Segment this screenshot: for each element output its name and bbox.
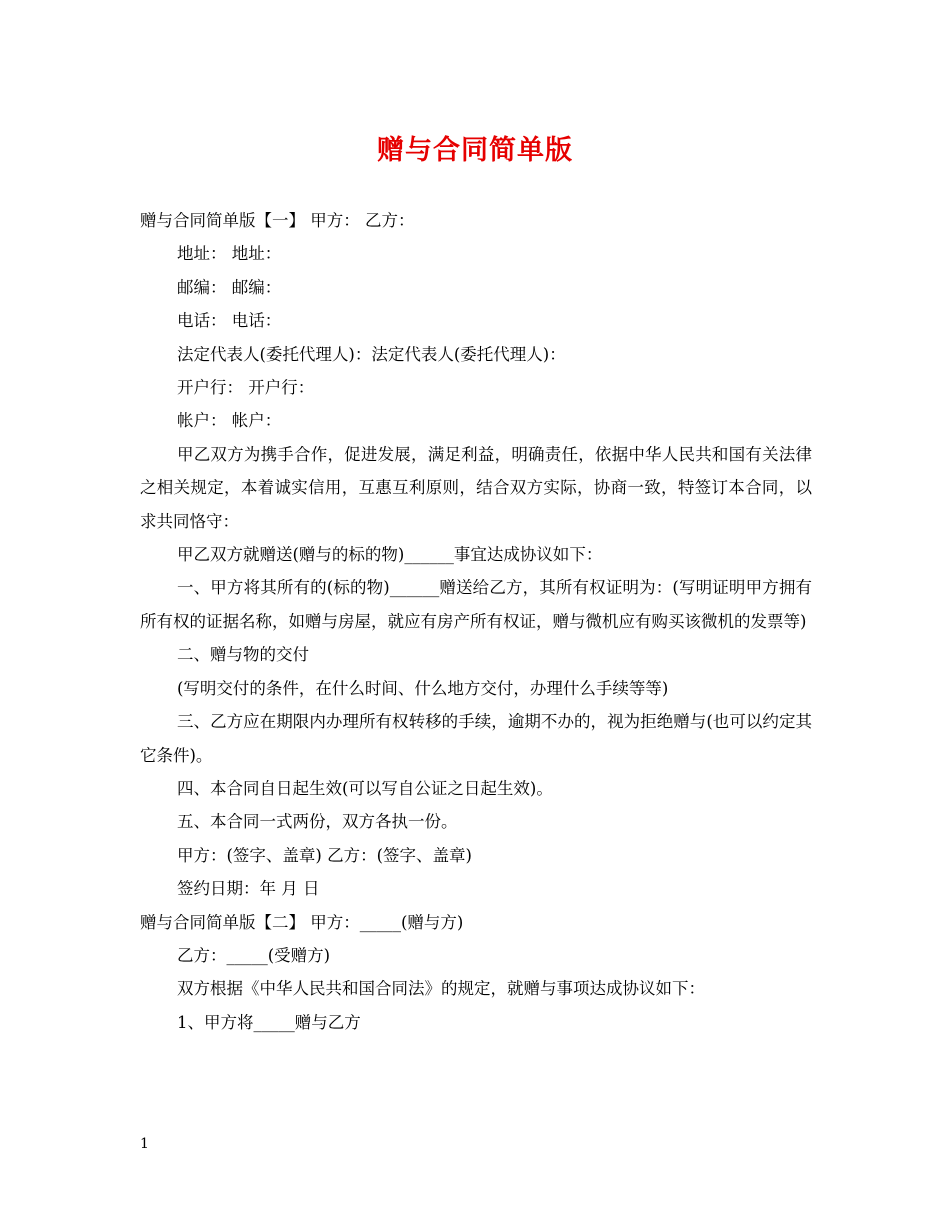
paragraph-line-1: 赠与合同简单版【一】 甲方： 乙方： (140, 211, 415, 230)
paragraph-clause-1: 一、甲方将其所有的(标的物)______赠送给乙方，其所有权证明为：(写明证明甲方拥有所有权的证据名称，如赠与房屋，就应有房产所有权证，赠与微机应有购买该微机的发票等) (140, 578, 812, 631)
paragraph-clause-2: 二、赠与物的交付 (177, 645, 309, 665)
paragraph-line-3: 邮编： 邮编： (177, 277, 282, 297)
paragraph-clause-3: 三、乙方应在期限内办理所有权转移的手续，逾期不办的，视为拒绝赠与(也可以约定其它条件)。 (140, 712, 812, 765)
paragraph-line-7: 帐户： 帐户： (177, 411, 282, 431)
paragraph-line-6: 开户行： 开户行： (177, 378, 315, 398)
paragraph-item-1: 1、甲方将_____赠与乙方 (177, 1012, 361, 1032)
paragraph-line-2: 地址： 地址： (177, 244, 282, 264)
document-title: 赠与合同简单版 (377, 135, 573, 166)
paragraph-sign-date: 签约日期：年 月 日 (177, 879, 320, 899)
paragraph-agreement-intro: 甲乙双方就赠送(赠与的标的物)______事宜达成协议如下： (177, 545, 603, 565)
paragraph-clause-2-note: (写明交付的条件，在什么时间、什么地方交付，办理什么手续等等) (177, 678, 669, 698)
paragraph-law-basis: 双方根据《中华人民共和国合同法》的规定，就赠与事项达成协议如下： (177, 979, 705, 999)
page-number: 1 (140, 1136, 149, 1152)
paragraph-party-b: 乙方：_____(受赠方) (177, 945, 331, 965)
paragraph-signatures: 甲方：(签字、盖章) 乙方：(签字、盖章) (177, 845, 472, 865)
document-body (140, 204, 812, 1039)
paragraph-clause-4: 四、本合同自日起生效(可以写自公证之日起生效)。 (177, 778, 553, 798)
paragraph-line-5: 法定代表人(委托代理人)：法定代表人(委托代理人)： (177, 344, 566, 364)
paragraph-cooperation: 甲乙双方为携手合作，促进发展，满足利益，明确责任，依据中华人民共和国有关法律之相关规定，本着诚实信用，互惠互利原则，结合双方实际，协商一致，特签订本合同，以求共同恪守： (140, 444, 812, 531)
paragraph-line-4: 电话： 电话： (177, 311, 282, 331)
paragraph-version-2-heading: 赠与合同简单版【二】 甲方：_____(赠与方) (140, 912, 464, 932)
paragraph-clause-5: 五、本合同一式两份，双方各执一份。 (177, 812, 458, 832)
